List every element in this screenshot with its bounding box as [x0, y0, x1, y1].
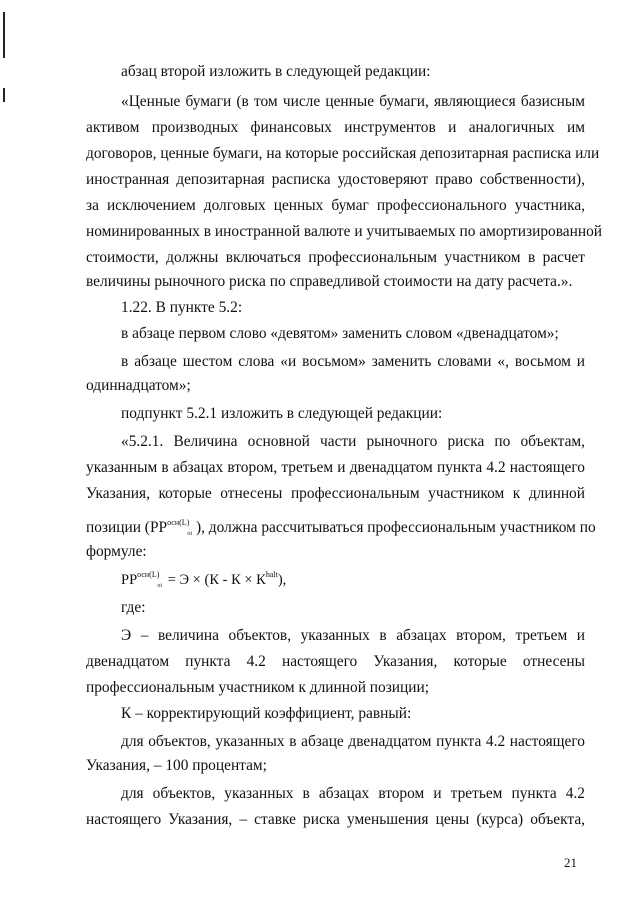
margin-mark-lower: [3, 88, 5, 102]
formula: [121, 570, 421, 593]
margin-mark-top: [3, 12, 5, 58]
paragraph-line: Указания, – 100 процентам;: [86, 757, 267, 774]
paragraph-line: двенадцатом пункта 4.2 настоящего Указания, которые отнесены: [86, 653, 585, 670]
formula-tail: ),: [277, 572, 287, 588]
paragraph-line: «5.2.1. Величина основной части рыночного риска по объектам,: [121, 433, 585, 450]
paragraph-line: для объектов, указанных в абзацах втором и третьем пункта 4.2: [121, 785, 585, 802]
paragraph-line: подпункт 5.2.1 изложить в следующей редакции:: [121, 405, 443, 422]
paragraph-line: договоров, ценные бумаги, на которые российская депозитарная расписка или: [86, 145, 600, 162]
paragraph-line: Указания, которые отнесены профессиональным участником к длинной: [86, 485, 585, 502]
paragraph-line: где:: [121, 599, 146, 616]
paragraph-line: номинированных в иностранной валюте и учитываемых по амортизированной: [86, 223, 603, 240]
formula-superscript: осн(L): [137, 570, 160, 579]
risk-symbol: РР: [149, 519, 168, 536]
paragraph-line: настоящего Указания, – ставке риска уменьшения цены (курса) объекта,: [86, 811, 585, 828]
formula-symbol: РР: [121, 572, 138, 588]
paragraph-line: абзац второй изложить в следующей редакции:: [121, 63, 431, 80]
formula-body: = Э × (К - К × К: [164, 572, 266, 588]
section-heading: 1.22. В пункте 5.2:: [121, 299, 243, 316]
paragraph-line: указанным в абзацах втором, третьем и двенадцатом пункта 4.2 настоящего: [86, 459, 585, 476]
risk-symbol-subscript: oi: [187, 531, 192, 537]
paragraph-line: иностранная депозитарная расписка удостоверяют право собственности),: [86, 171, 585, 188]
paragraph-line: стоимости, должны включаться профессиональным участником в расчет: [86, 249, 585, 266]
paragraph-line-with-symbol: [86, 518, 596, 541]
paragraph-line: одиннадцатом»;: [86, 377, 191, 394]
position-rest: ), должна рассчитываться профессиональным участником по: [195, 519, 596, 536]
page-number: 21: [564, 855, 577, 870]
paragraph-line: К – корректирующий коэффициент, равный:: [121, 705, 412, 722]
paragraph-line: за исключением долговых ценных бумаг профессионального участника,: [86, 197, 585, 214]
paragraph-line: для объектов, указанных в абзаце двенадцатом пункта 4.2 настоящего: [121, 733, 585, 750]
paragraph-line: величины рыночного риска по справедливой стоимости на дату расчета.».: [86, 273, 573, 290]
formula-subscript: oi: [157, 583, 163, 589]
paragraph-line: в абзаце шестом слова «и восьмом» заменить словами «, восьмом и: [121, 353, 585, 370]
paragraph-line: «Ценные бумаги (в том числе ценные бумаги, являющиеся базисным: [121, 93, 585, 110]
paragraph-line: активом производных финансовых инструментов и аналогичных им: [86, 119, 585, 136]
position-prefix: позиции (: [86, 519, 150, 536]
paragraph-line: в абзаце первом слово «девятом» заменить словом «двенадцатом»;: [121, 325, 559, 342]
paragraph-line: профессиональным участником к длинной позиции;: [86, 679, 430, 696]
paragraph-line: формуле:: [86, 543, 147, 560]
paragraph-line: Э – величина объектов, указанных в абзацах втором, третьем и: [121, 627, 585, 644]
risk-symbol-superscript: осн(L): [167, 518, 190, 527]
formula-k-superscript: halt: [265, 570, 278, 579]
